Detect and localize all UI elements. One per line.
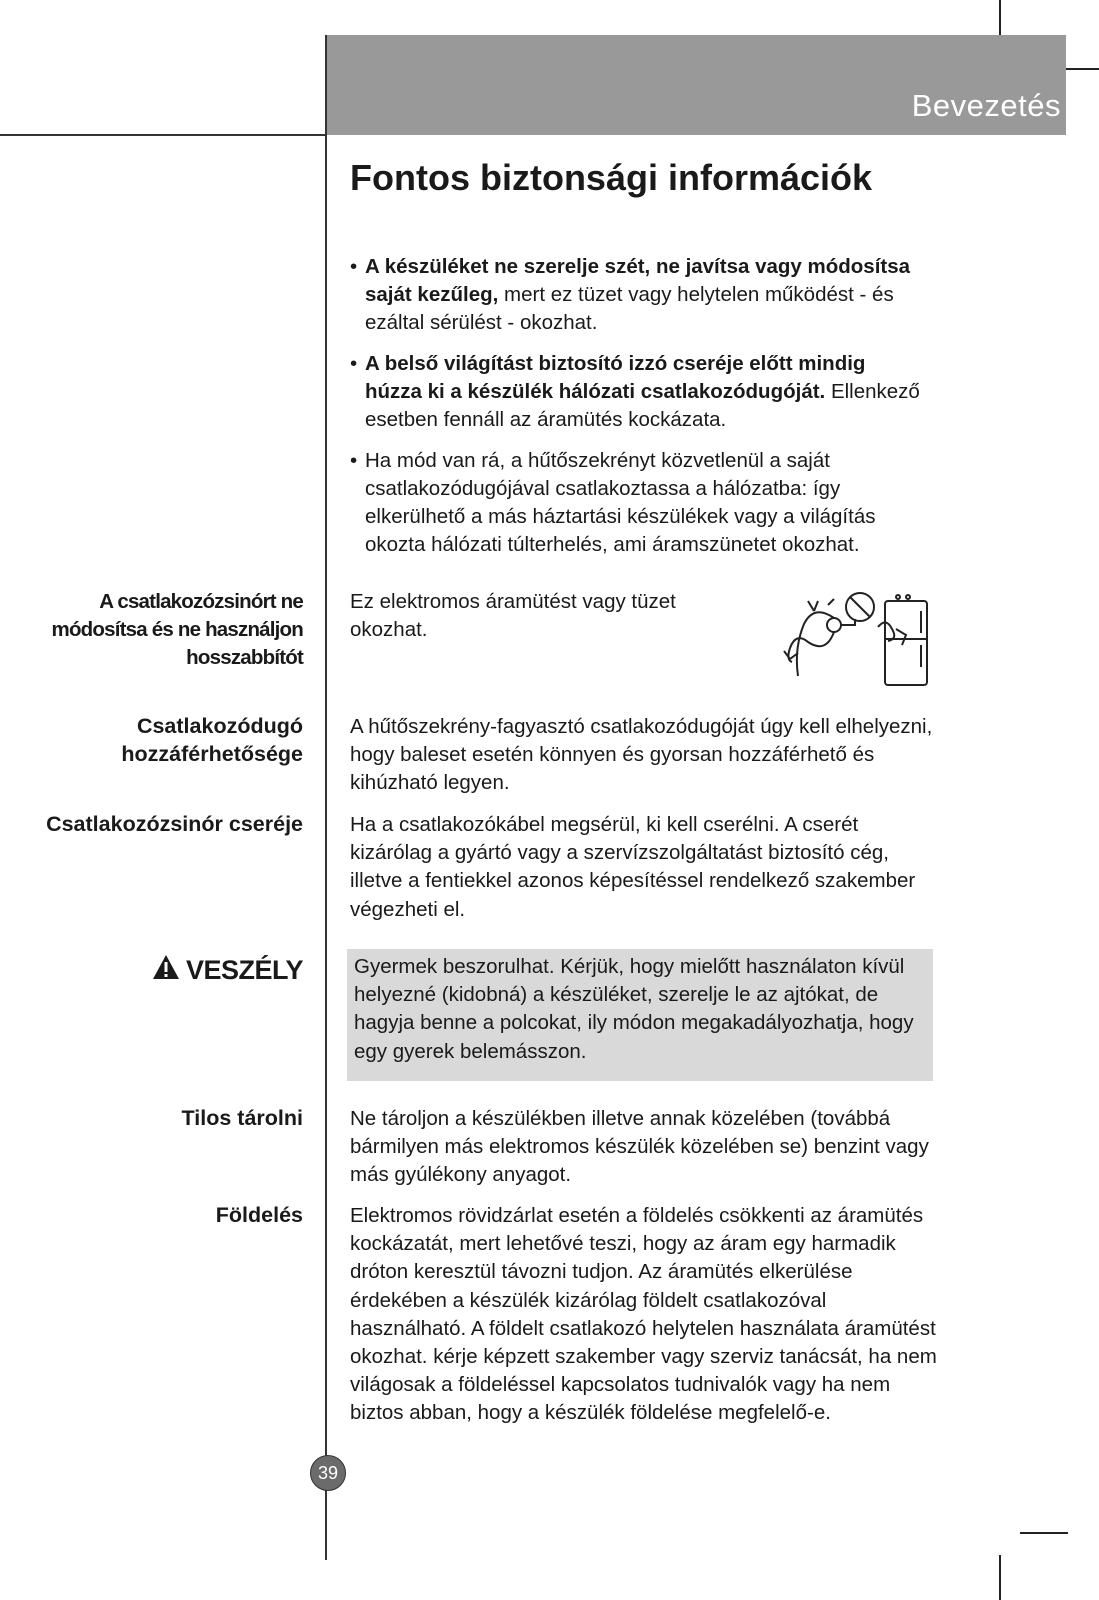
divider-vertical xyxy=(325,35,327,1560)
warning-triangle-icon xyxy=(152,954,180,987)
danger-label: VESZÉLY xyxy=(185,955,303,985)
text-grounding: Elektromos rövidzárlat esetén a földelés csökkenti az áramütés kockázatát, mert lehetővé teszi, hogy az áram egy harmadik dróton keresztül távozni tudjon. Az áramütés elkerülése érdekében a készülék kizárólag földelt csatlakozóval használható. A földelt csatlakozó helytelen használata áramütést okozhat. kérje képzett szakember vagy szerviz tanácsát, ha nem világosak a földeléssel kapcsolatos tudnivalók vagy ha nem biztos abban, hogy a készülék földelése megfelelő-e. xyxy=(350,1204,937,1425)
page-title: Fontos biztonsági információk xyxy=(350,157,873,198)
bullet-bold: A belső világítást biztosító izzó cseréje előtt mindig húzza ki a készülék hálózati csatlakozódugóját. xyxy=(365,352,866,403)
text-cord: Ez elektromos áramütést vagy tüzet okozhat. xyxy=(350,590,676,642)
bullet-item: • A belső világítást biztosító izzó cseréje előtt mindig húzza ki a készülék hálózati csatlakozódugóját. Ellenkező esetben fennáll az áramütés kockázata. xyxy=(350,352,920,431)
heading-plug-access: Csatlakozódugó hozzáférhetősége xyxy=(121,714,303,766)
crop-mark xyxy=(999,1555,1001,1600)
bullet-bold: A készüléket ne szerelje szét, ne javítsa vagy módosítsa saját kezűleg, xyxy=(365,255,911,306)
no-extension-cord-illustration xyxy=(770,587,940,697)
text-plug-access: A hűtőszekrény-fagyasztó csatlakozódugóját úgy kell elhelyezni, hogy baleset esetén könnyen és gyorsan hozzáférhető és kihúzható legyen. xyxy=(350,715,933,795)
page-number-badge: 39 xyxy=(310,1455,346,1491)
bullet-item: • A készüléket ne szerelje szét, ne javítsa vagy módosítsa saját kezűleg, mert ez tüzet vagy helytelen működést - és ezáltal sérülést - okozhat. xyxy=(350,255,911,334)
crop-mark xyxy=(1020,1532,1068,1534)
heading-cord: A csatlakozózsinórt ne módosítsa és ne használjon hosszabbítót xyxy=(51,590,303,669)
divider-horizontal xyxy=(0,134,326,136)
heading-storage: Tilos tárolni xyxy=(181,1106,303,1130)
heading-cord-replace: Csatlakozózsinór cseréje xyxy=(46,812,303,836)
bullet-text: Ellenkező esetben fennáll az áramütés kockázata. xyxy=(365,380,920,431)
bullet-text: mert ez tüzet vagy helytelen működést - és ezáltal sérülést - okozhat. xyxy=(365,283,894,334)
text-danger: Gyermek beszorulhat. Kérjük, hogy mielőtt használaton kívül helyezné (kidobná) a készüléket, szerelje le az ajtókat, de hagyja benne a polcokat, ily módon megakadályozhatja, hogy egy gyerek belemásszon. xyxy=(354,955,914,1063)
bullet-text: Ha mód van rá, a hűtőszekrényt közvetlenül a saját csatlakozódugójával csatlakoztassa a hálózatba: így elkerülhető a más háztartási készülékek vagy a világítás okozta hálózati túlterhelés, ami áramszünetet okozhat. xyxy=(365,449,876,556)
danger-heading xyxy=(152,954,303,987)
heading-grounding: Földelés xyxy=(215,1203,303,1227)
bullet-list xyxy=(350,253,925,572)
section-title: Bevezetés xyxy=(911,88,1061,123)
bullet-item: • Ha mód van rá, a hűtőszekrényt közvetlenül a saját csatlakozódugójával csatlakoztassa a hálózatba: így elkerülhető a más háztartási készülékek vagy a világítás okozta hálózati túlterhelés, ami áramszünetet okozhat. xyxy=(350,449,876,556)
text-storage: Ne tároljon a készülékben illetve annak közelében (továbbá bármilyen más elektromos készülék közelében se) benzint vagy más gyúlékony anyagot. xyxy=(350,1107,929,1187)
text-cord-replace: Ha a csatlakozókábel megsérül, ki kell cserélni. A cserét kizárólag a gyártó vagy a szervízszolgáltatást biztosító cég, illetve a fentiekkel azonos képesítéssel rendelkező szakember végezheti el. xyxy=(350,813,916,921)
